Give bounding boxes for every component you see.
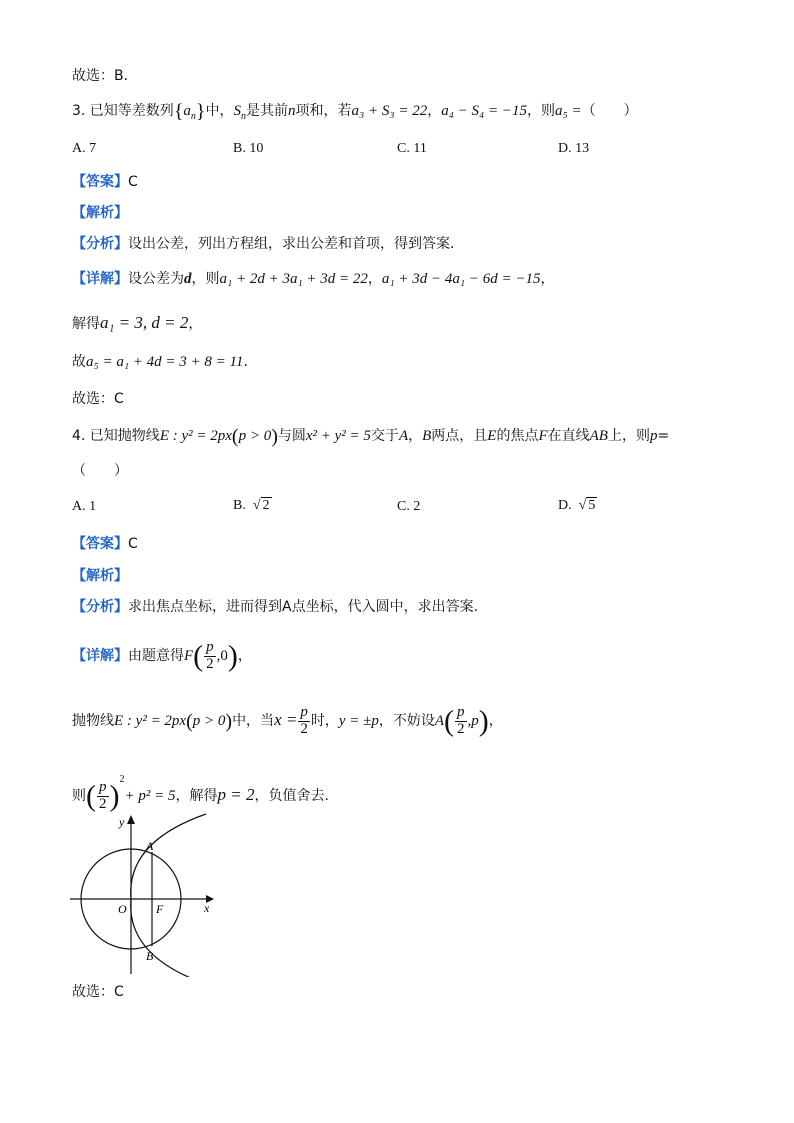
q4-final: 故选：C [72,984,124,1000]
q3-cond1: a₃ + S₃ = 22 [351,103,428,119]
q3-cond2: a₄ − S₄ = −15 [441,103,528,119]
q3-jiexi: 【解析】 [72,205,128,221]
label-x: x [204,901,210,915]
q4-paren: （ ） [72,463,128,479]
parabola [131,814,206,977]
y-axis-arrow [127,815,135,824]
label-y: y [119,815,125,829]
label-b: B [146,949,154,963]
q3-fenxi: 【分析】设出公差，列出方程组，求出公差和首项，得到答案. [72,236,455,252]
q4-option-a: A. 1 [72,499,97,514]
q3-S: $S_n$ [233,103,247,122]
label-a: A [146,839,154,853]
q4-answer: 【答案】C [72,536,138,552]
q4-option-d: D. √ 5 [558,498,596,513]
q3-option-b: B. 10 [233,141,264,156]
label-f: F [156,902,164,916]
q4-fenxi: 【分析】求出焦点坐标，进而得到A点坐标，代入圆中，求出答案. [72,599,479,615]
q3-number: 3. 已知等差数列 [72,103,174,119]
q3-option-a: A. 7 [72,141,97,156]
question-4: 4. 已知抛物线E : y² = 2px(p > 0)与圆x² + y² = 5交于A，B两点，且E的焦点F在直线AB上，则p= [72,425,670,448]
q3-seq: $\{a_n\}$ [173,100,206,123]
q3-xiangjie: 【详解】设公差为d，则a₁ + 2d + 3a₁ + 3d = 22，a₁ + 3d − 4a₁ − 6d = −15， [72,271,555,287]
q3-option-c: C. 11 [397,141,427,156]
q3-answer: 【答案】C [72,174,138,190]
question-3: 3. 已知等差数列$\{a_n\}$中，$S_n$是其前n项和，若a₃ + S₃ = 22，a₄ − S₄ = −15，则a₅ =（ ） [72,100,638,123]
line-answer-prev: 故选：B． [72,68,138,84]
q3-solve: 解得a₁ = 3, d = 2， [72,313,203,332]
q3-gu: 故a₅ = a₁ + 4d = 3 + 8 = 11. [72,354,248,370]
parabola-circle-figure [66,812,216,977]
q4-line2: 抛物线E : y² = 2px(p > 0)中，当x = $\frac{p}{2}$ 时，y = ±p，不妨设A( $\frac{p}{2}$ ,p)， [72,703,503,738]
q4-jiexi: 【解析】 [72,568,128,584]
q4-option-b: B. √ 2 [233,498,270,513]
q3-final: 故选：C [72,391,124,407]
q4-option-c: C. 2 [397,499,421,514]
q4-xiangjie: 【详解】由题意得F( $\frac{p}{2}$ ,0)， [72,639,252,673]
q3-option-d: D. 13 [558,141,590,156]
q4-line3: 则( $\frac{p}{2}$ )$^2$+ p² = 5，解得p = 2，负值舍去. [72,774,329,813]
label-o: O [118,902,127,916]
